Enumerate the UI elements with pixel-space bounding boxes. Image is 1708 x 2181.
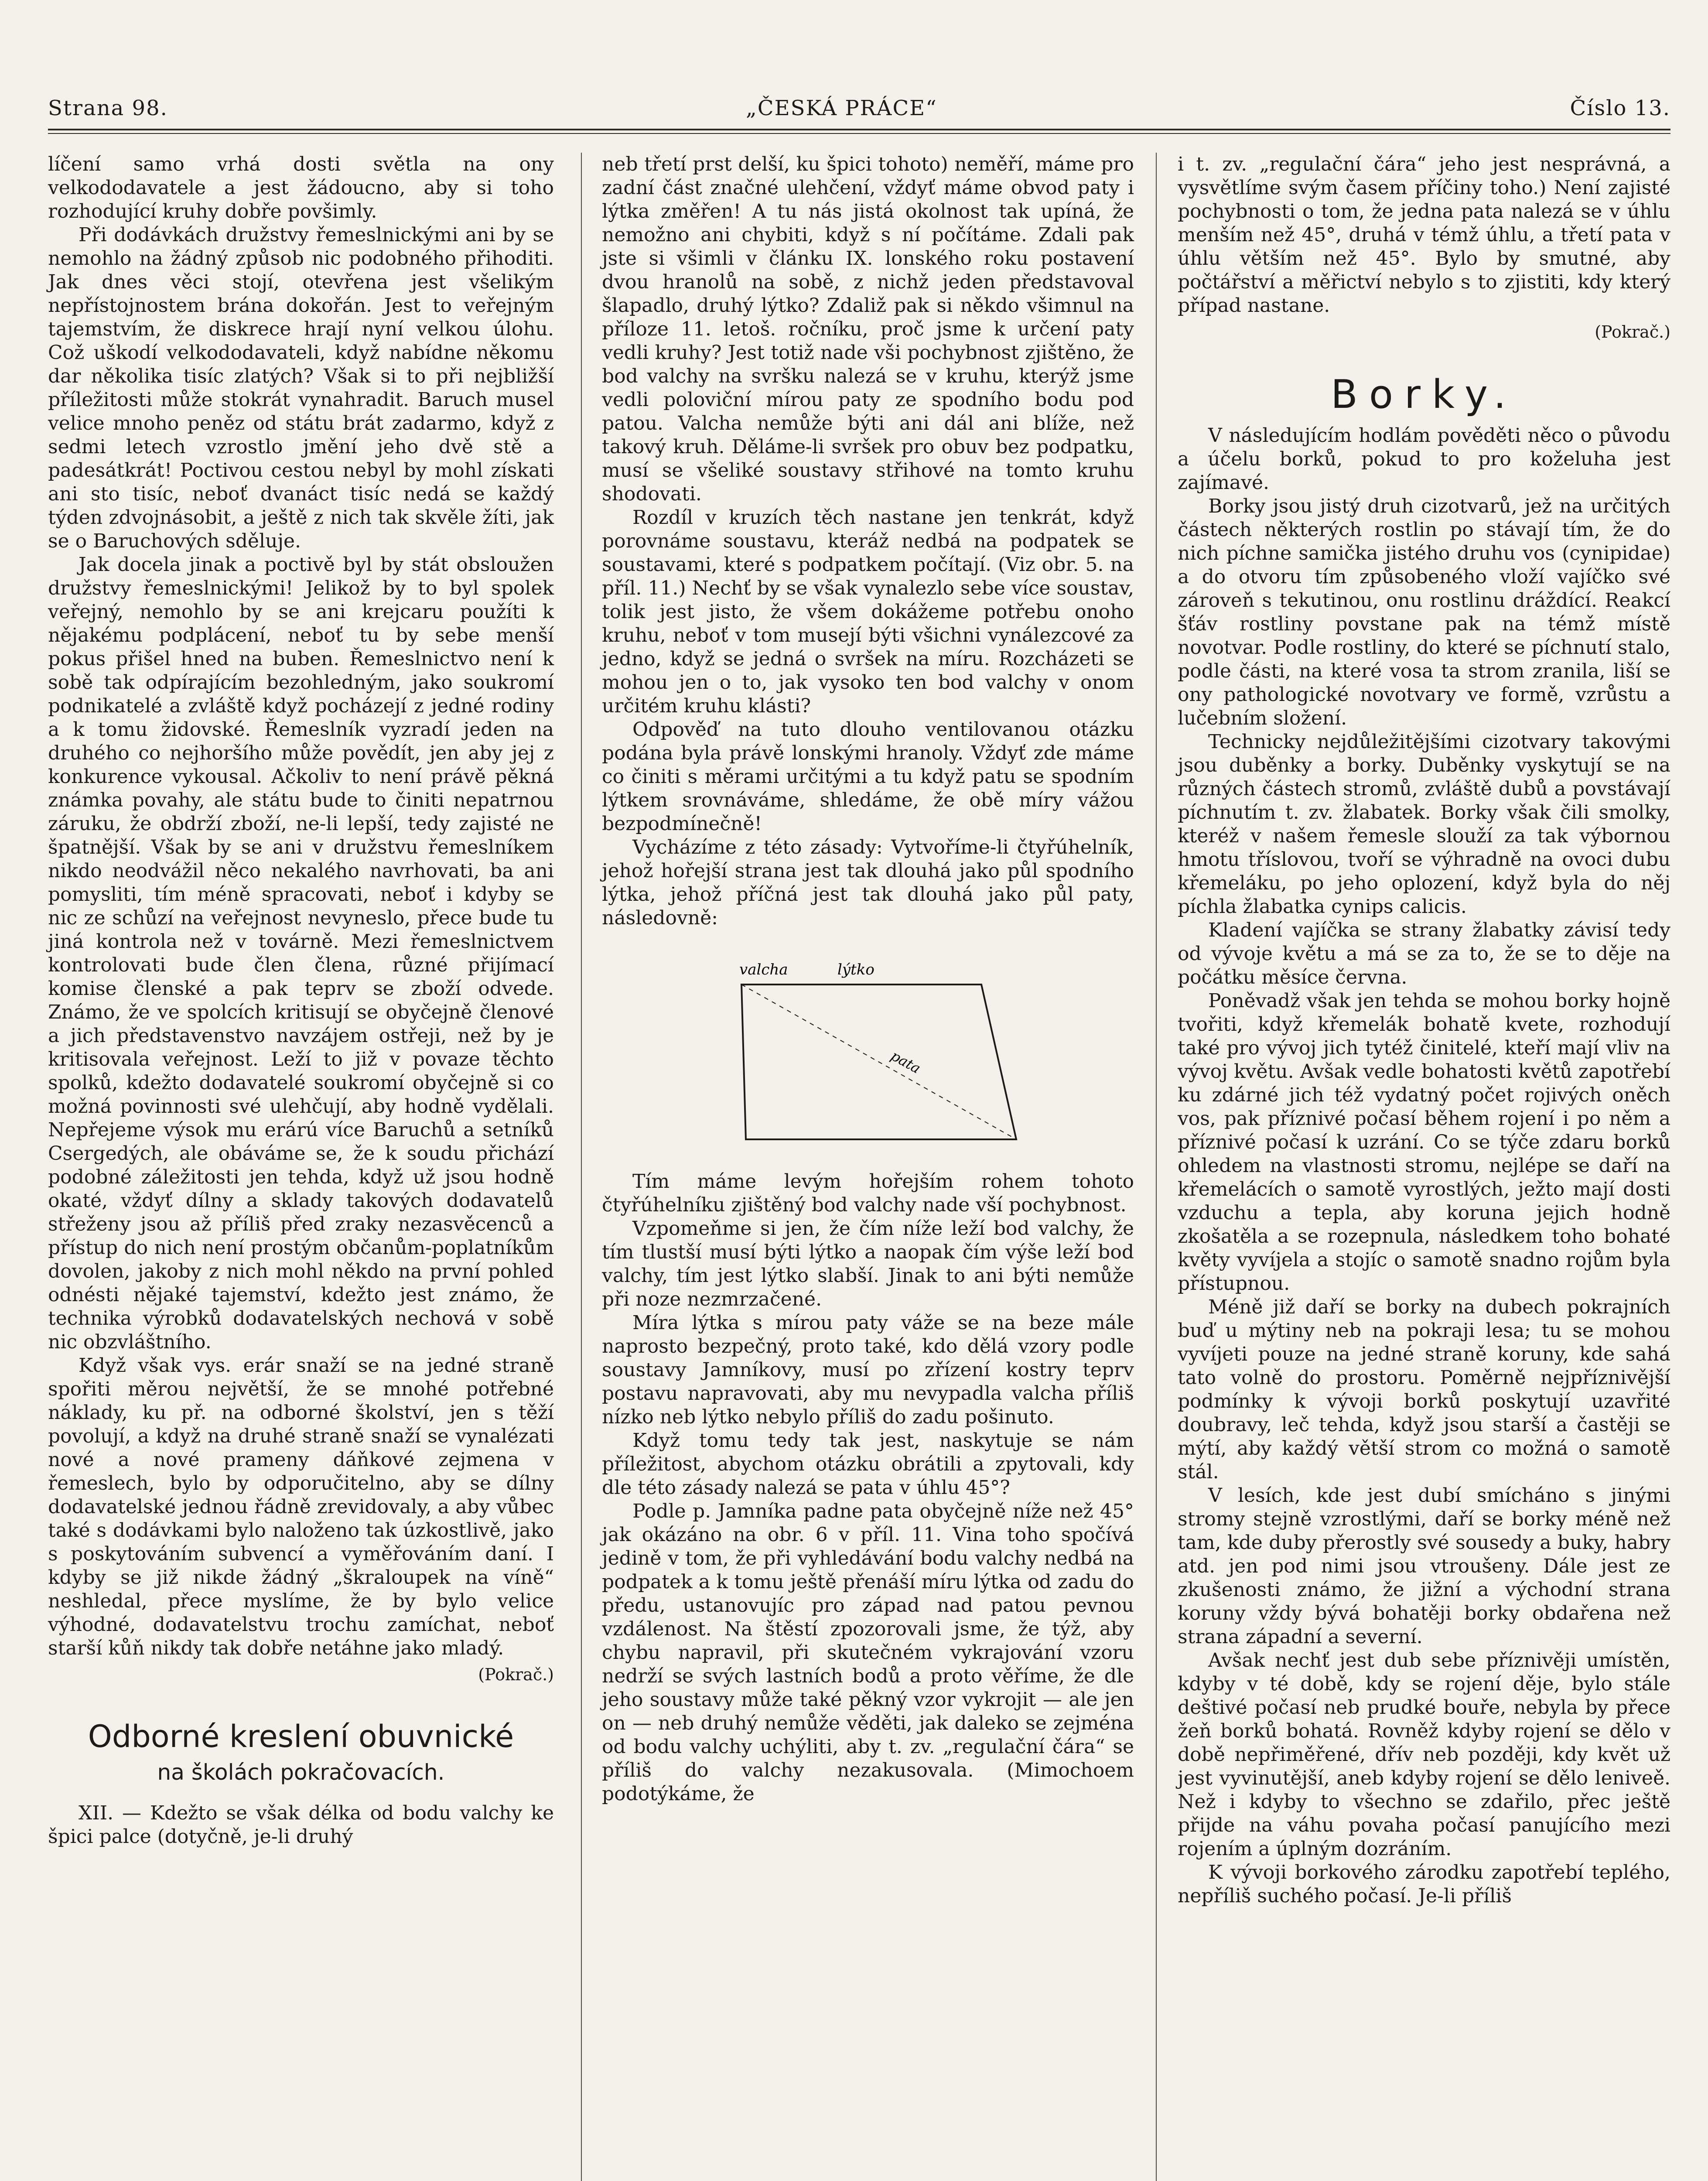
journal-title: „ČESKÁ PRÁCE“: [746, 96, 937, 120]
paragraph: Avšak nechť jest dub sebe příznivěji umístěn, kdyby v té době, kdy se rojení děje, bylo stále deštivé počasí neb prudké bouře, nebyla by přece žeň borků bohatá. Rovněž kdyby rojení se dělo v době nepřiměřené, dřív neb později, kdy květ už jest vyvinutější, aneb kdyby rojení se dělo leniveě. Než i kdyby to všechno se zdařilo, přec ještě přijde na váhu povaha počasí panujícího mezi rojením a úplným dozráním.: [1178, 1649, 1670, 1860]
column-divider: [581, 153, 582, 2181]
continued-note: (Pokrač.): [1595, 322, 1670, 342]
paragraph: Tím máme levým hořejším rohem tohoto čtyřúhelníku zjištěný bod valchy nade vší pochybnost.: [602, 1170, 1134, 1216]
diagram-label-lytko: lýtko: [837, 961, 874, 978]
paragraph: Vycházíme z této zásady: Vytvoříme-li čtyřúhelník, jehož hořejší strana jest tak dlouhá jako půl spodního lýtka, jehož příčná jest tak dlouhá jako půl paty, následovně:: [602, 836, 1134, 929]
article-title: Borky.: [1331, 372, 1517, 417]
page-header: [48, 92, 1670, 122]
paragraph: i t. zv. „regulační čára“ jeho jest nesprávná, a vysvětlíme svým časem příčiny toho.) Není zajisté pochybnosti o tom, že jedna pata nalezá se v úhlu menším než 45°, druhá v témž úhlu, a třetí pata v úhlu větším než 45°. Bylo by smutné, aby počtářství a měřictví nebylo s to zjistiti, kdy který případ nastane.: [1178, 153, 1670, 317]
header-rule: [48, 129, 1670, 130]
article-title: Odborné kreslení obuvnické: [88, 1719, 514, 1754]
paragraph: Kladení vajíčka se strany žlabatky závisí tedy od vývoje květu a má se za to, že se to děje na počátku měsíce června.: [1178, 919, 1670, 988]
paragraph: Méně již daří se borky na dubech pokrajních buď u mýtiny neb na pokraji lesa; tu se mohou vyvíjeti pouze na jedné straně koruny, kde sahá tato volně do prostoru. Poměrně nejpříznivější podmínky k vývoji borků poskytují uzavřité doubravy, leč tehda, když jsou starší a častěji se mýtí, aby každý větší strom co možná o samotě stál.: [1178, 1296, 1670, 1483]
diagram-label-pata: pata: [888, 1047, 924, 1077]
paragraph: neb třetí prst delší, ku špici tohoto) neměří, máme pro zadní část značné ulehčení, vždyť máme obvod paty i lýtka změřen! A tu nás jistá okolnost tak upíná, že nemožno ani chybiti, když s ní počítáme. Zdali pak jste si všimli v článku IX. lonského roku postavení dvou hranolů na sobě, z nichž jeden představoval šlapadlo, druhý lýtko? Zdaliž pak si někdo všimnul na příloze 11. letoš. ročníku, proč jsme k určení paty vedli kruhy? Jest totiž nade vši pochybnost zjištěno, že bod valchy na svršku nalezá se v kruhu, kterýž jsme vedli poloviční mírou paty ze spodního bodu pod patou. Valcha nemůže býti ani dál ani blíže, než takový kruh. Děláme-li svršek pro obuv bez podpatku, musí se všeliké soustavy střihové na tomto kruhu shodovati.: [602, 153, 1134, 505]
quadrilateral-diagram: [632, 947, 1090, 1152]
paragraph: K vývoji borkového zárodku zapotřebí teplého, nepříliš suchého počasí. Je-li příliš: [1178, 1861, 1670, 1907]
diagram-label-valcha: valcha: [739, 961, 788, 978]
paragraph: Technicky nejdůležitějšími cizotvary takovými jsou duběnky a borky. Duběnky vyskytují se na různých částech stromů, zvláště dubů a povstávají píchnutím t. zv. žlabatek. Borky však čili smolky, kteréž v našem řemesle slouží za tak výbornou hmotu tříslovou, tvoří se výhradně na ovoci dubu křemeláku, po jeho oplození, když byla do něj píchla žlabatka cynips calicis.: [1178, 731, 1670, 918]
header-rule-thin: [48, 133, 1670, 134]
paragraph: Podle p. Jamníka padne pata obyčejně níže než 45° jak okázáno na obr. 6 v příl. 11. Vina toho spočívá jedině v tom, že při vyhledávání bodu valchy nedbá na podpatek a k tomu ještě přenáší míru lýtka od zadu do předu, ustanovujíc pro západ nad patou pevnou vzdálenost. Na štěstí zpozorovali jsme, že týž, aby chybu napravil, při skutečném vykrajování vzoru nedrží se svých lastních bodů a proto věříme, že dle jeho soustavy může také pěkný vzor vykrojit — ale jen on — neb druhý nemůže věděti, jak daleko se zejména od bodu valchy uchýliti, aby t. zv. „regulační čára“ se příliš do valchy nezakusovala. (Mimochoem podotýkáme, že: [602, 1500, 1134, 1805]
column-divider: [1156, 153, 1157, 2181]
paragraph: Vzpomeňme si jen, že čím níže leží bod valchy, že tím tlustší musí býti lýtko a naopak čím výše leží bod valchy, tím jest lýtko slabší. Jinak to ani býti nemůže při noze nezmrzačené.: [602, 1217, 1134, 1310]
paragraph: V následujícím hodlám pověděti něco o původu a účelu borků, pokud to pro koželuha jest zajímavé.: [1178, 424, 1670, 494]
paragraph: Rozdíl v kruzích těch nastane jen tenkrát, když porovnáme soustavu, kteráž nedbá na podpatek se soustavami, které s podpatkem počítají. (Viz obr. 5. na příl. 11.) Nechť by se však vynalezlo sebe více soustav, tolik jest jisto, že všem dokážeme potřebu onoho kruhu, neboť v tom musejí býti všichni vynálezcové za jedno, když se jedná o svršek na míru. Rozcházeti se mohou jen o to, jak vysoko ten bod valchy v onom určitém kruhu klásti?: [602, 506, 1134, 717]
paragraph: Při dodávkách družstvy řemeslnickými ani by se nemohlo na žádný způsob nic podobného přihoditi. Jak dnes věci stojí, otevřena jest všelikým nepřístojnostem brána dokořán. Jest to veřejným tajemstvím, že diskrece hrají nyní velkou úlohu. Což uškodí velkododavateli, když nabídne někomu dar několika tisíc zlatých? Však si to při nejbližší příležitosti může stokrát vynahradit. Baruch musel velice mnoho peněz od státu brát zadarmo, když z sedmi letech vzrostlo jmění jeho dvě stě a padesátkrát! Poctivou cestou nebyl by mohl získati ani sto tisíc, neboť dvanáct tisíc nedá se každý týden zdvojnásobit, a ještě z nich tak skvěle žíti, jak se o Baruchových sděluje.: [48, 224, 554, 552]
newspaper-page: [48, 92, 1670, 2181]
paragraph: Když však vys. erár snaží se na jedné straně spořiti měrou největší, že se mnohé potřebné náklady, ku př. na odborné školství, jen s těží povolují, a když na druhé straně snaží se vynalézati nové a nové prameny dáňkové zejmena v řemeslech, bylo by odporučitelno, aby se dílny dodavatelské jednou řádně zrevidovaly, a aby vůbec také s dodávkami bylo naloženo tak úzkostlivě, jako s poskytováním subvencí a vyměřováním daní. I kdyby se již nikde žádný „škraloupek na víně“ neshledal, přece myslíme, že by bylo velice výhodné, dodavatelstvu trochu zamíchat, neboť starší kůň nikdy tak dobře netáhne jako mladý.: [48, 1354, 554, 1659]
issue-number: Číslo 13.: [1570, 96, 1670, 120]
paragraph: V lesích, kde jest dubí smícháno s jinými stromy stejně vzrostlými, daří se borky méně než tam, kde duby přerostly své sousedy a buky, habry atd. jen pod nimi jsou vtroušeny. Dále jest ze zkušenosti známo, že jižní a východní strana koruny vždy bývá bohatěji borky obdařena než strana západní a severní.: [1178, 1484, 1670, 1648]
column-3: [1178, 153, 1670, 1908]
article-subtitle: na školách pokračovacích.: [157, 1760, 445, 1785]
paragraph: Odpověď na tuto dlouho ventilovanou otázku podána byla právě lonskými hranoly. Vždyť zde máme co činiti s měrami určitými a tu když patu se spodním lýtkem srovnáváme, shledáme, že obě míry vážou bezpodmínečně!: [602, 718, 1134, 835]
paragraph: líčení samo vrhá dosti světla na ony velkododavatele a jest žádoucno, aby si toho rozhodující kruhy dobře povšimly.: [48, 153, 554, 222]
column-2: [602, 153, 1134, 1806]
paragraph: Borky jsou jistý druh cizotvarů, jež na určitých částech některých rostlin po stávají tím, že do nich píchne samička jistého druhu vos (cynipidae) a do otvoru tím způsobeného vloží vajíčko své zároveň s tekutinou, onu rostlinu dráždící. Reakcí šťáv rostliny povstane pak na témž místě novotvar. Podle rostliny, do které se píchnutí stalo, podle části, na které vosa ta strom zranila, liší se ony pathologické novotvary ve formě, vzrůstu a lučebním složení.: [1178, 495, 1670, 729]
paragraph: Jak docela jinak a poctivě byl by stát obsloužen družstvy řemeslnickými! Jelikož by to byl spolek veřejný, nemohlo by se ani krejcaru použíti k nějakému podplácení, neboť tu by sebe menší pokus přišel hned na buben. Řemeslnictvo není k sobě tak odpírajícím bezohledným, jako soukromí podnikatelé a zvláště když pocházejí z jedné rodiny a k tomu židovské. Řemeslník vyzradí jeden na druhého co nejhoršího může povědít, jen aby jej z konkurence vykousal. Ačkoliv to není právě pěkná známka povahy, ale státu bude to činiti nepatrnou záruku, že obdrží zboží, ne-li lepší, tedy zajisté ne špatnější. Však by se ani v družstvu řemeslníkem nikdo neodvážil něco nekalého navrhovati, ba ani pomysliti, tím méně spracovati, neboť i kdyby se nic ze schůzí na veřejnost nevyneslo, přece bude tu jiná kontrola než v továrně. Mezi řemeslnictvem kontrolovati bude člen člena, různé přijímací komise členské a pak teprv se zboží odvede. Známo, že ve spolcích kritisují se obyčejně členové a jich představenstvo navzájem ostřeji, než by je kritisovala veřejnost. Leží to již v povaze těchto spolků, kdežto dodavatelé soukromí obyčejně si co možná povinnosti své ulehčují, aby hodně vydělali. Nepřejeme výsok mu erárú více Baruchů a setníků Csergedých, ale obáváme se, že k soudu přichází podobné záležitosti jen tehda, když už jsou hodně okaté, vždyť dílny a sklady takových dodavatelů střeženy jsou až příliš před zraky nezasvěcenců a přístup do nich není prostým občanům-poplatníkům dovolen, jakoby z nich mohl někdo na první pohled odnésti nějaké tajemství, kdežto jest známo, že technika výrobků dodavatelských nechová v sobě nic obzvláštního.: [48, 554, 554, 1353]
paragraph: Míra lýtka s mírou paty váže se na beze mále naprosto bezpečný, proto také, kdo dělá vzory podle soustavy Jamníkovy, musí po zřízení kostry teprv postavu napravovati, aby mu nevypadla valcha příliš nízko neb lýtko nebylo příliš do zadu pošinuto.: [602, 1312, 1134, 1428]
continued-note: (Pokrač.): [478, 1665, 554, 1684]
paragraph: Poněvadž však jen tehda se mohou borky hojně tvořiti, když křemelák bohatě kvete, rozhodují také pro vývoj jich tytéž činitelé, kteří mají vliv na vývoj květu. Avšak vedle bohatosti květů zapotřebí ku zdárné jich též vydatný počet rojivých oněch vos, pak příznivé počasí během rojení i po něm a příznivé počasí k uzrání. Co se týče zdaru borků ohledem na vlastnosti stromu, nejlépe se daří na křemelácích o samotě vyrostlých, ježto mají dosti vzduchu a tepla, aby koruna jejich hodně zkošatěla a se rozepnula, následkem toho bohaté květy vyvíjela a stojíc o samotě snadno rojům byla přístupnou.: [1178, 990, 1670, 1295]
paragraph: XII. — Kdežto se však délka od bodu valchy ke špici palce (dotyčně, je-li druhý: [48, 1802, 554, 1848]
paragraph: Když tomu tedy tak jest, naskytuje se nám příležitost, abychom otázku obrátili a zpytovali, kdy dle této zásady nalezá se pata v úhlu 45°?: [602, 1429, 1134, 1499]
page-number: Strana 98.: [48, 96, 168, 120]
column-1: [48, 153, 554, 1849]
diagonal-line: [741, 985, 1016, 1139]
